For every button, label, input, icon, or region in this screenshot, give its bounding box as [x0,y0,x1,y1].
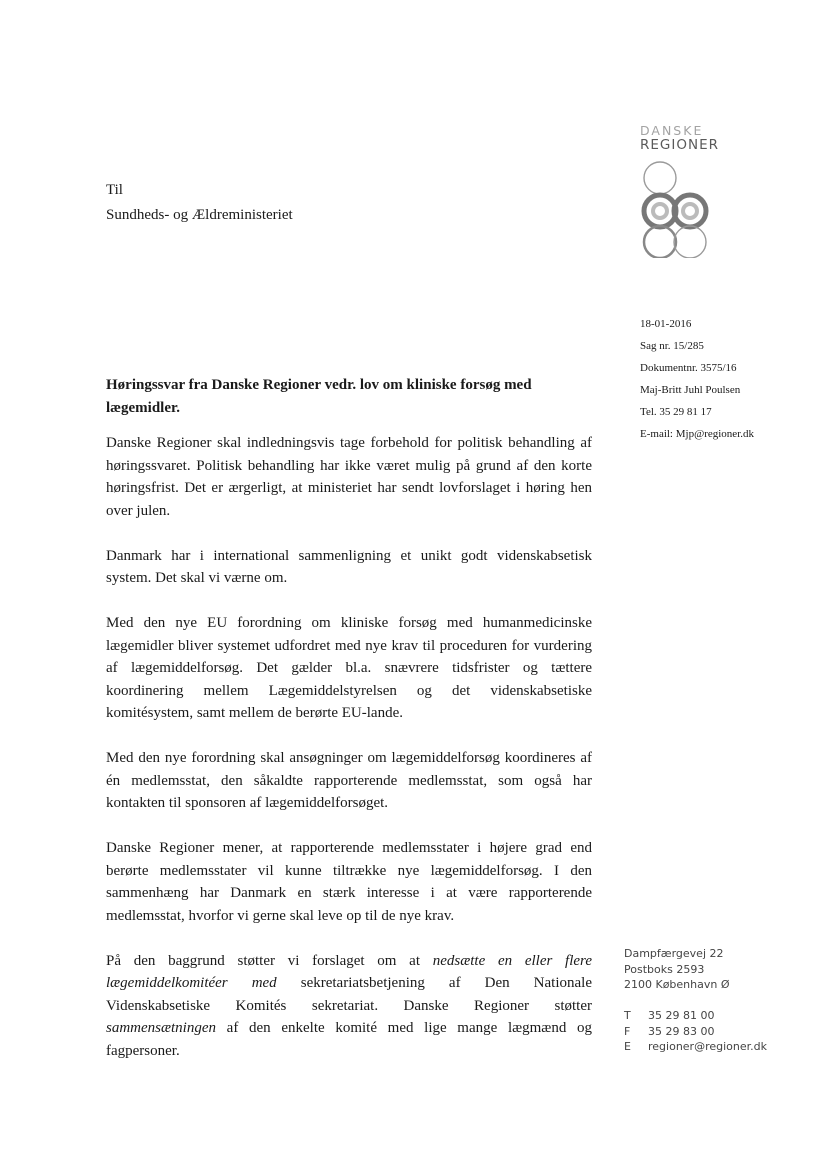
meta-contact-name: Maj-Britt Juhl Poulsen [640,384,741,396]
contact-email [624,1039,767,1055]
paragraph-5: Danske Regioner mener, at rapporterende medlemsstater i højere grad end berørte medlemsstater vil kunne tiltrække nye lægemiddelforsøg. I den sammenhæng har Danmark en stærk interesse i at være rapporterende medlemsstat, hvorfor vi gerne skal leve op til de nye krav. [106,840,592,924]
logo-text-danske: DANSKE [640,123,704,138]
contact-fax [624,1024,767,1040]
meta-date: 18-01-2016 [640,318,692,330]
recipient-line2: Sundheds- og Ældreministeriet [106,207,293,223]
contact-fax-label: F [624,1024,631,1038]
address-city: 2100 København Ø [624,978,730,991]
paragraph-2: Danmark har i international sammenligning et unikt godt videnskabsetisk system. Det skal vi værne om. [106,547,592,586]
paragraph-4: Med den nye forordning skal ansøgninger om lægemiddelforsøg koordineres af én medlemsstat, den såkaldte rapporterende medlemsstat, som også har kontakten til sponsoren af lægemiddelforsøget. [106,750,592,811]
p6-part-c: sekretariatsbetjening af Den Nationale Videnskabsetiske Komités sekretariat. Danske Regioner støtter [106,975,592,1014]
meta-document: Dokumentnr. 3575/16 [640,362,737,374]
contact-phone-label: T [624,1009,631,1022]
letter-body [106,432,592,1085]
address-street: Dampfærgevej 22 [624,947,724,960]
address-box: Postboks 2593 [624,962,705,976]
paragraph-3: Med den nye EU forordning om kliniske forsøg med humanmedicinske lægemidler bliver systemet udfordret med nye krav til proceduren for vurdering af lægemiddelforsøg. Det gælder bl.a. snævrere tidsfrister og tættere koordinering mellem Lægemiddelstyrelsen og det videnskabsetiske komitésystem, samt mellem de berørte EU-lande. [106,615,592,721]
paragraph-1: Danske Regioner skal indledningsvis tage forbehold for politisk behandling af høringssvaret. Politisk behandling har ikke været mulig på grund af den korte høringsfrist. Det er ærgerligt, at ministeriet har sendt lovforslaget i høring hen over julen. [106,435,592,519]
logo-circles-icon [640,158,712,258]
p6-part-e: af den enkelte komité med lige mange lægmænd og fagpersoner. [106,1020,592,1059]
recipient-line1: Til [106,182,123,198]
logo-text-regioner: REGIONER [640,137,719,153]
sender-address [624,946,730,993]
meta-phone: Tel. 35 29 81 17 [640,406,712,418]
contact-phone-value: 35 29 81 00 [648,1009,715,1022]
letter-meta [640,313,754,445]
recipient-block [106,178,293,228]
letter-heading: Høringssvar fra Danske Regioner vedr. lov om kliniske forsøg med lægemidler. [106,377,532,416]
meta-case: Sag nr. 15/285 [640,340,704,352]
sender-contacts [624,1008,767,1055]
contact-email-label: E [624,1040,631,1053]
contact-fax-value: 35 29 83 00 [648,1024,715,1038]
paragraph-6 [106,950,592,1063]
p6-part-a: På den baggrund støtter vi forslaget om at [106,952,433,969]
danske-regioner-logo [640,124,730,153]
contact-phone [624,1008,767,1024]
meta-email: E-mail: Mjp@regioner.dk [640,428,754,440]
p6-part-d: sammensætningen [106,1020,216,1036]
p6-part-b: nedsætte en eller flere lægemiddelkomitéer med [106,952,592,991]
contact-email-value: regioner@regioner.dk [648,1040,767,1053]
